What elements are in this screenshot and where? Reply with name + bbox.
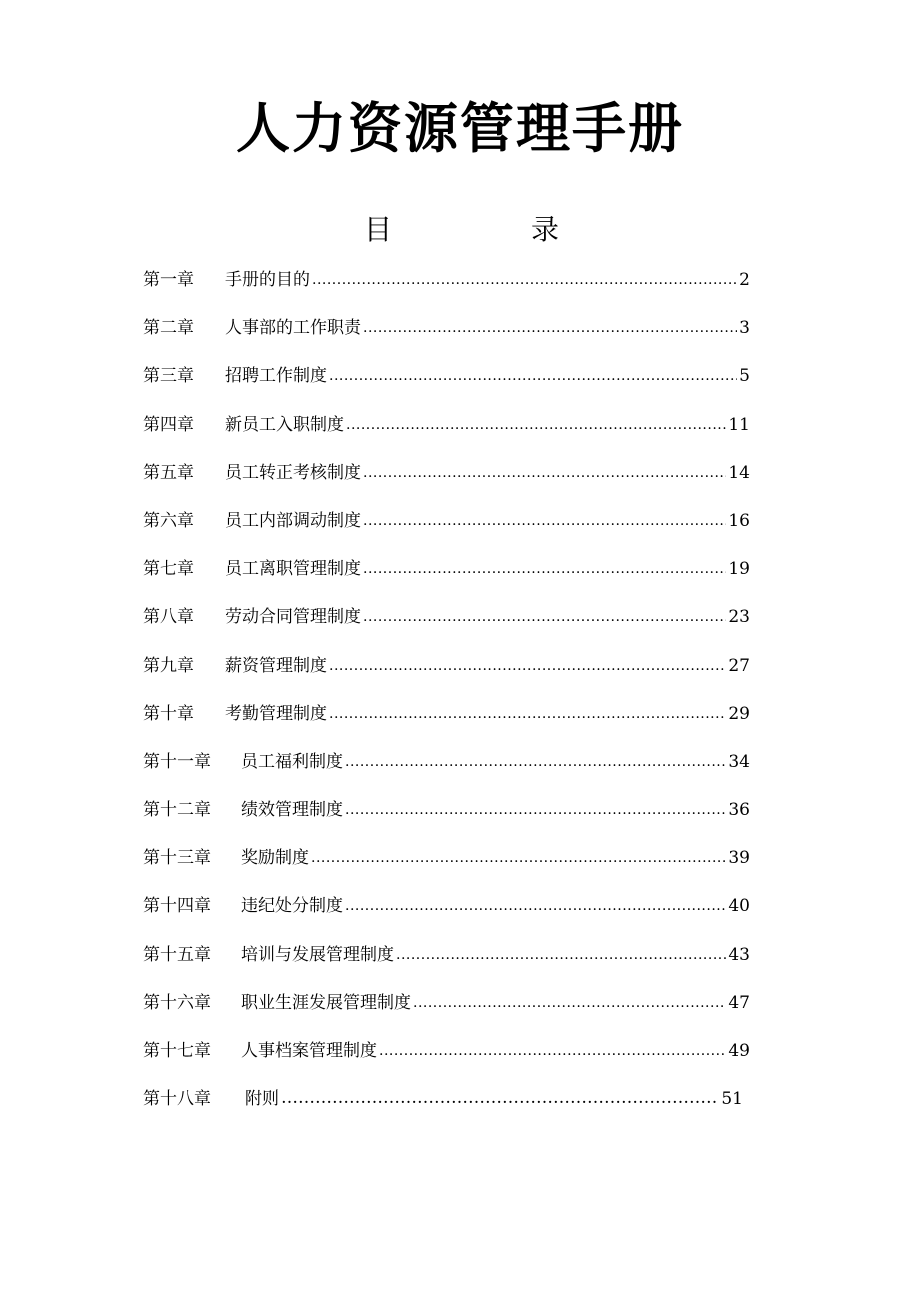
document-title: 人力资源管理手册 [236,96,684,160]
toc-page-number: 47 [728,992,750,1013]
toc-page-number: 43 [728,944,750,965]
toc-chapter-number: 第二章 [143,318,194,339]
toc-page-number: 40 [728,896,750,917]
toc-chapter-number: 第十五章 [143,944,211,965]
toc-chapter-number: 第十七章 [143,1041,211,1061]
toc-page-number: 2 [739,270,750,290]
toc-leader-dots [379,1034,726,1067]
toc-chapter-title: 人事档案管理制度 [241,1041,377,1061]
toc-chapter-title: 员工内部调动制度 [225,510,361,531]
toc-entry[interactable] [143,553,750,601]
toc-chapter-number: 第十二章 [143,800,211,821]
toc-chapter-number: 第十六章 [143,992,211,1013]
toc-entry[interactable] [143,505,750,553]
toc-entry[interactable] [143,746,750,794]
toc-chapter-title: 员工福利制度 [241,751,343,772]
toc-chapter-title: 招聘工作制度 [225,366,327,387]
toc-leader-dots [329,359,737,392]
toc-chapter-number: 第八章 [143,607,194,628]
toc-entry[interactable] [143,1083,743,1131]
toc-page-number: 34 [728,751,750,772]
toc-chapter-number: 第七章 [143,559,194,580]
toc-entry[interactable] [143,794,750,842]
toc-leader-dots [363,456,726,489]
toc-entry[interactable] [143,987,750,1035]
toc-chapter-number: 第六章 [143,510,194,531]
toc-entry[interactable] [143,698,750,746]
toc-heading-char-2: 录 [531,213,560,246]
toc-leader-dots [329,649,726,682]
toc-page-number: 19 [728,559,750,580]
toc-chapter-title: 手册的目的 [225,270,310,290]
toc-chapter-number: 第九章 [143,655,194,676]
toc-leader-dots [345,889,726,922]
toc-page-number: 14 [728,462,750,483]
toc-chapter-number: 第三章 [143,366,194,387]
toc-page-number: 49 [728,1041,750,1061]
toc-chapter-number: 第十八章 [143,1089,211,1110]
toc-leader-dots [363,504,726,537]
toc-page-number: 23 [728,607,750,628]
toc-leader-dots [312,263,737,296]
toc-chapter-title: 违纪处分制度 [241,896,343,917]
toc-page-number: 29 [728,703,750,724]
toc-chapter-number: 第四章 [143,414,194,435]
toc-chapter-title: 奖励制度 [241,848,309,869]
toc-chapter-title: 新员工入职制度 [225,414,344,435]
toc-entry[interactable] [143,890,750,938]
toc-heading [0,210,920,250]
toc-chapter-number: 第五章 [143,462,194,483]
toc-entry[interactable] [143,1035,750,1083]
toc-chapter-number: 第十三章 [143,848,211,869]
toc-page-number: 36 [728,800,750,821]
toc-entry[interactable] [143,650,750,698]
toc-entry[interactable] [143,601,750,649]
toc-entry[interactable] [143,939,750,987]
toc-chapter-title: 人事部的工作职责 [225,318,361,339]
toc-chapter-number: 第十章 [143,703,194,724]
toc-page-number: 51 [721,1089,743,1110]
toc-entry[interactable] [143,842,750,890]
toc-heading-char-1: 目 [364,213,393,246]
toc-chapter-title: 劳动合同管理制度 [225,607,361,628]
toc-chapter-number: 第十四章 [143,896,211,917]
toc-chapter-number: 第一章 [143,270,194,290]
toc-leader-dots [413,986,726,1019]
toc-leader-dots [396,938,726,971]
toc-chapter-number: 第十一章 [143,751,211,772]
toc-page-number: 3 [739,318,750,339]
toc-leader-dots [345,793,726,826]
toc-leader-dots [345,745,726,778]
toc-page-number: 39 [728,848,750,869]
toc-chapter-title: 考勤管理制度 [225,703,327,724]
toc-leader-dots [363,600,726,633]
toc-page-number: 5 [739,366,750,387]
toc-chapter-title: 职业生涯发展管理制度 [241,992,411,1013]
toc-chapter-title: 绩效管理制度 [241,800,343,821]
toc-chapter-title: 附则 [245,1089,279,1110]
toc-chapter-title: 薪资管理制度 [225,655,327,676]
toc-page-number: 11 [728,414,750,435]
toc-leader-dots [363,311,737,344]
toc-chapter-title: 培训与发展管理制度 [241,944,394,965]
toc-entry[interactable] [143,409,750,457]
toc-entry[interactable] [143,457,750,505]
toc-page-number: 27 [728,655,750,676]
toc-entry[interactable] [143,264,750,312]
toc-leader-dots [346,408,726,441]
toc-leader-dots [329,697,726,730]
toc-leader-dots [311,841,726,874]
table-of-contents [143,264,750,1131]
toc-leader-dots [281,1082,719,1114]
toc-chapter-title: 员工转正考核制度 [225,462,361,483]
toc-entry[interactable] [143,312,750,360]
toc-leader-dots [363,552,726,585]
toc-chapter-title: 员工离职管理制度 [225,559,361,580]
toc-entry[interactable] [143,360,750,408]
toc-page-number: 16 [728,510,750,531]
